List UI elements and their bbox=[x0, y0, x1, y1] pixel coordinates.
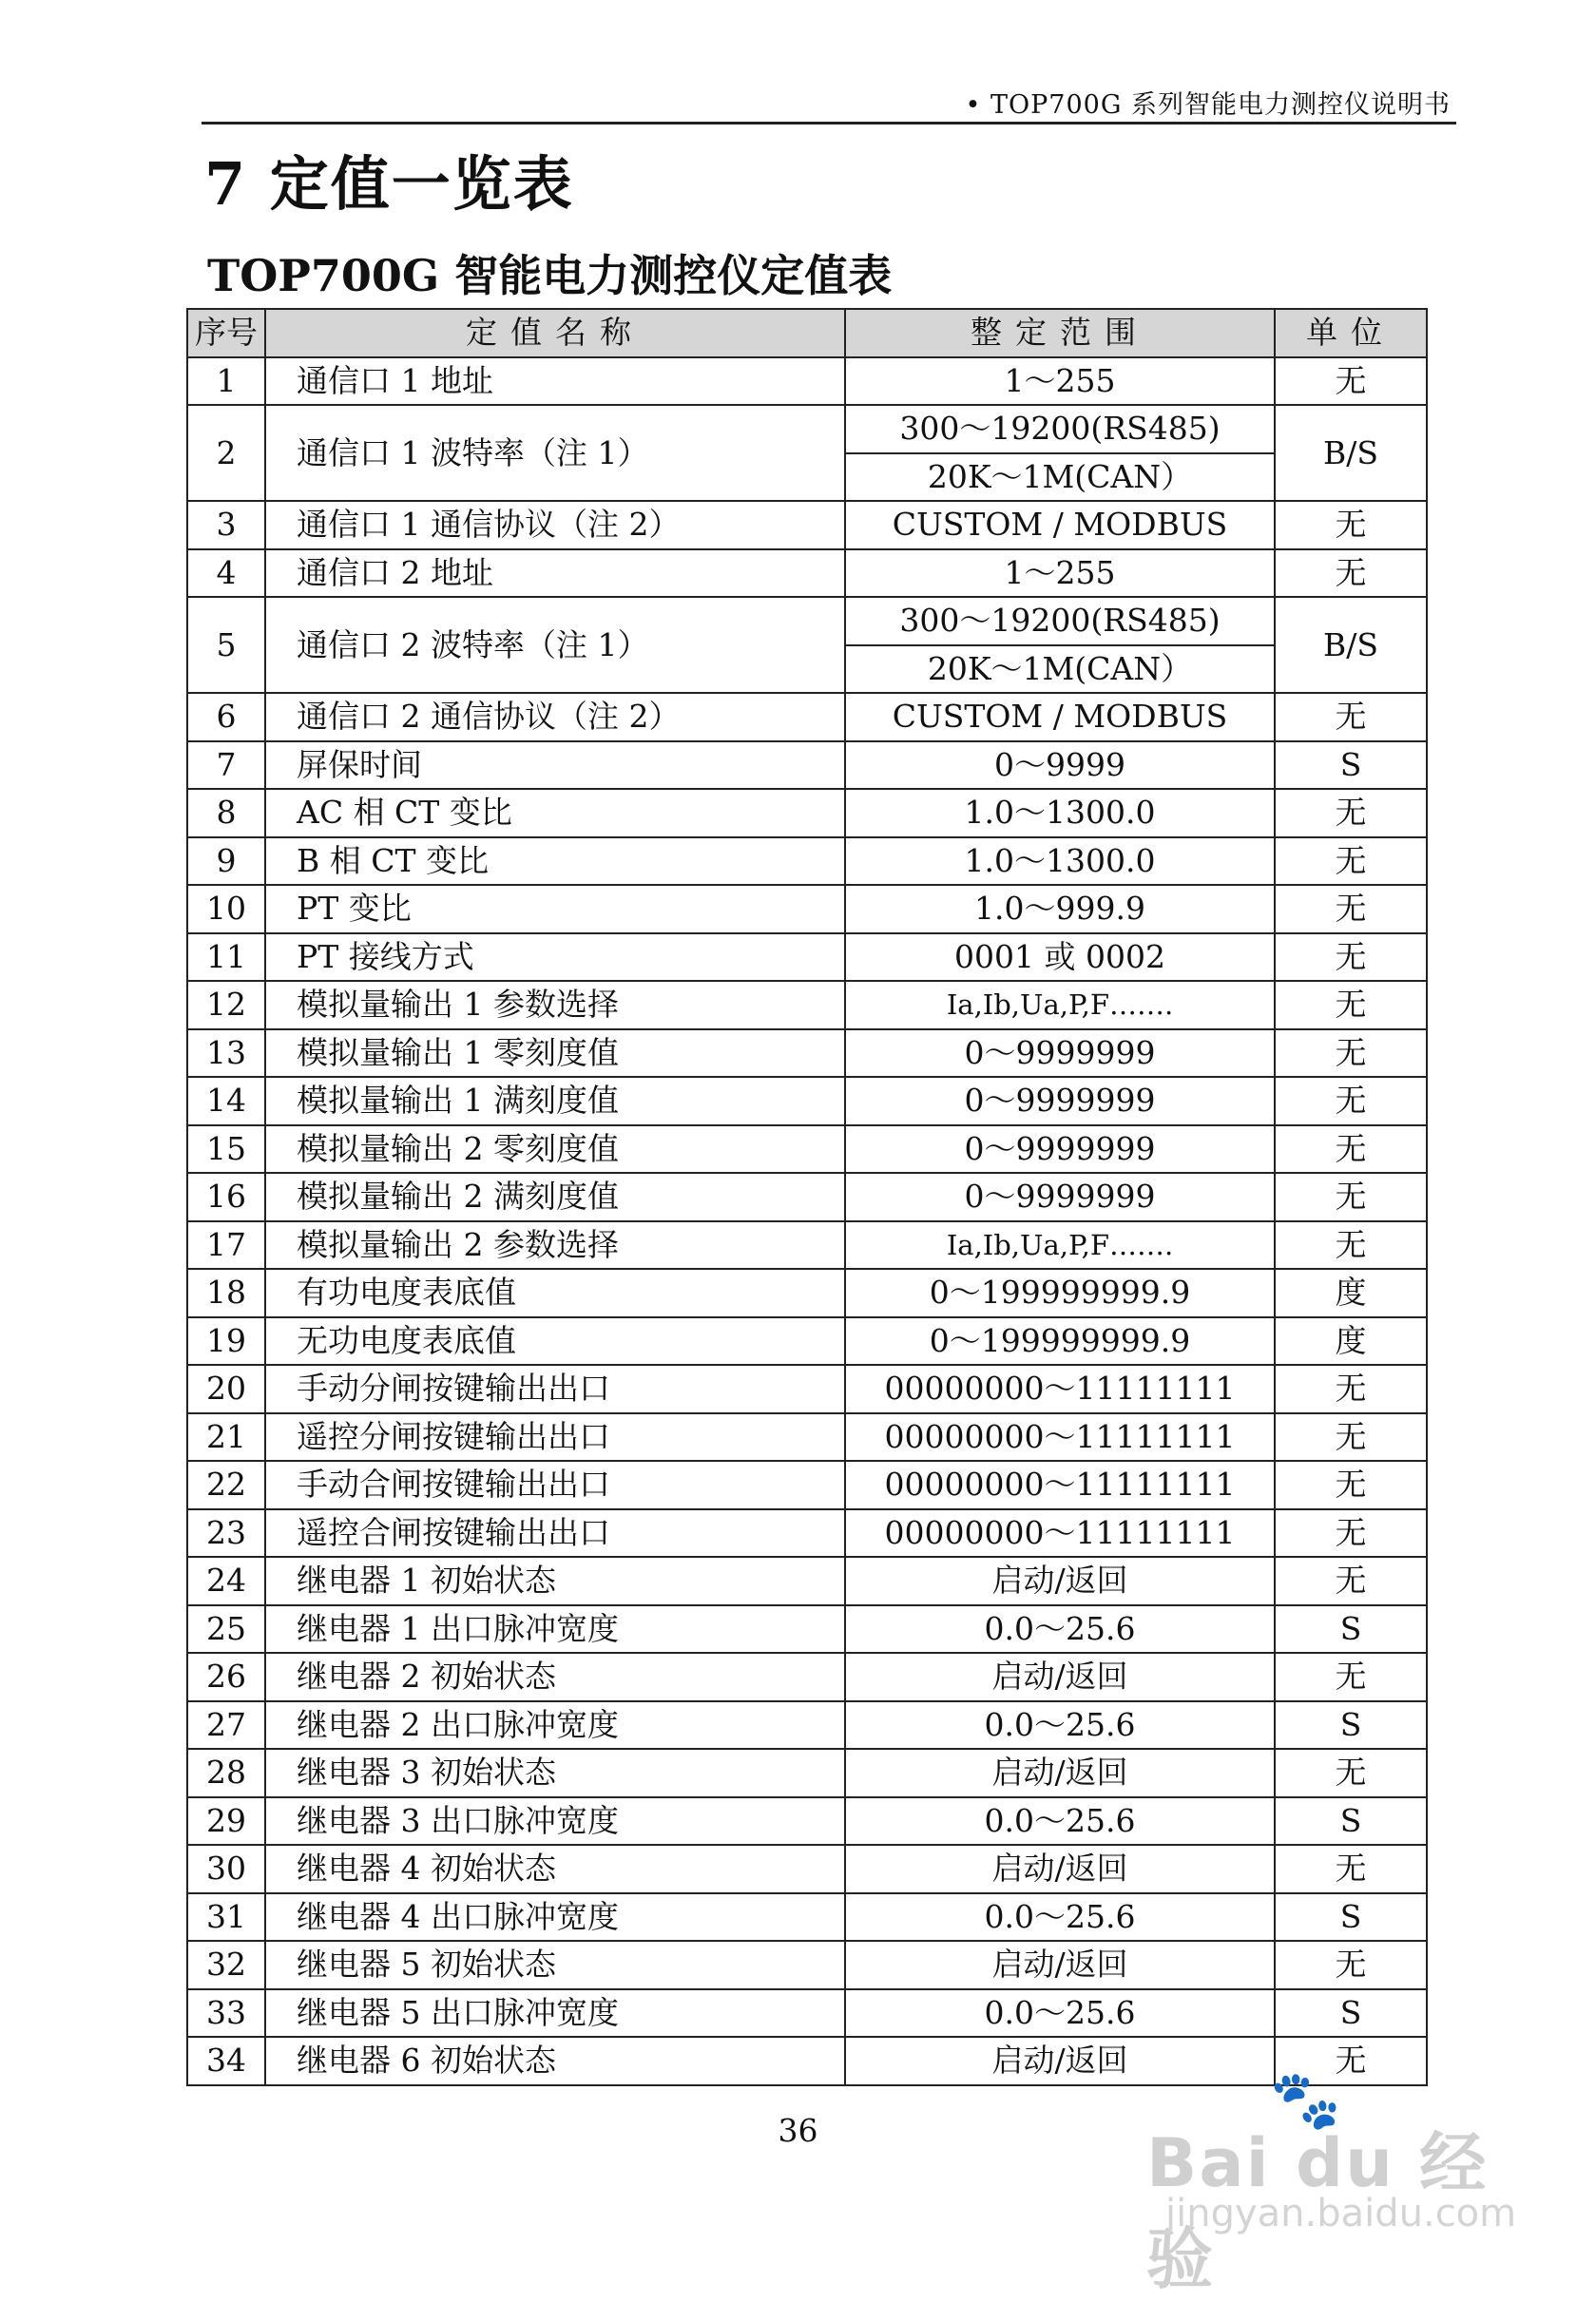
setting-range: 1.0～1300.0 bbox=[845, 837, 1275, 886]
setting-unit: 无 bbox=[1275, 1125, 1427, 1174]
watermark-logo: Bai du 经验 bbox=[1146, 2124, 1489, 2298]
setting-range: 0～199999999.9 bbox=[845, 1269, 1275, 1317]
setting-name: 继电器 1 出口脉冲宽度 bbox=[265, 1605, 845, 1654]
setting-range: CUSTOM / MODBUS bbox=[845, 501, 1275, 549]
row-number: 6 bbox=[187, 693, 265, 741]
row-number: 2 bbox=[187, 405, 265, 501]
setting-range: 0～199999999.9 bbox=[845, 1317, 1275, 1366]
setting-name: 继电器 4 出口脉冲宽度 bbox=[265, 1893, 845, 1942]
table-row bbox=[187, 741, 1427, 790]
setting-name: 遥控分闸按键输出出口 bbox=[265, 1413, 845, 1462]
setting-range: 20K～1M(CAN） bbox=[845, 645, 1275, 694]
setting-unit: 无 bbox=[1275, 981, 1427, 1029]
setting-name: PT 接线方式 bbox=[265, 933, 845, 982]
setting-name: 继电器 4 初始状态 bbox=[265, 1845, 845, 1893]
table-row bbox=[187, 1893, 1427, 1942]
setting-name: 继电器 2 初始状态 bbox=[265, 1653, 845, 1701]
row-number: 16 bbox=[187, 1173, 265, 1221]
setting-range: 1.0～999.9 bbox=[845, 885, 1275, 933]
setting-unit: 无 bbox=[1275, 1845, 1427, 1893]
table-header-row bbox=[187, 309, 1427, 357]
setting-range: 0.0～25.6 bbox=[845, 1989, 1275, 2038]
row-number: 18 bbox=[187, 1269, 265, 1317]
column-header-range: 整定范围 bbox=[845, 309, 1275, 357]
setting-range: 启动/返回 bbox=[845, 1941, 1275, 1989]
setting-range: 0.0～25.6 bbox=[845, 1893, 1275, 1942]
table-row bbox=[187, 1509, 1427, 1558]
table-row bbox=[187, 405, 1427, 453]
setting-range: 0001 或 0002 bbox=[845, 933, 1275, 982]
setting-range: 启动/返回 bbox=[845, 1749, 1275, 1797]
row-number: 30 bbox=[187, 1845, 265, 1893]
setting-unit: 度 bbox=[1275, 1317, 1427, 1366]
setting-name: 无功电度表底值 bbox=[265, 1317, 845, 1366]
setting-name: 通信口 2 通信协议（注 2） bbox=[265, 693, 845, 741]
setting-range: 20K～1M(CAN） bbox=[845, 453, 1275, 502]
baidu-watermark bbox=[1127, 2067, 1527, 2298]
table-body bbox=[187, 357, 1427, 2085]
row-number: 14 bbox=[187, 1077, 265, 1125]
setting-unit: 无 bbox=[1275, 885, 1427, 933]
row-number: 24 bbox=[187, 1557, 265, 1605]
setting-range: 0～9999999 bbox=[845, 1029, 1275, 1078]
setting-range: 0～9999999 bbox=[845, 1077, 1275, 1125]
setting-name: 通信口 1 波特率（注 1） bbox=[265, 405, 845, 501]
row-number: 17 bbox=[187, 1221, 265, 1270]
setting-range: 00000000～11111111 bbox=[845, 1509, 1275, 1558]
setting-name: B 相 CT 变比 bbox=[265, 837, 845, 886]
setting-name: 模拟量输出 1 参数选择 bbox=[265, 981, 845, 1029]
setting-unit: S bbox=[1275, 1605, 1427, 1654]
table-row bbox=[187, 1989, 1427, 2038]
paw-icon: 🐾 bbox=[1270, 2067, 1341, 2134]
setting-unit: B/S bbox=[1275, 597, 1427, 693]
setting-unit: 无 bbox=[1275, 1221, 1427, 1270]
row-number: 13 bbox=[187, 1029, 265, 1078]
table-row bbox=[187, 597, 1427, 645]
setting-name: 屏保时间 bbox=[265, 741, 845, 790]
table-row bbox=[187, 981, 1427, 1029]
table-row bbox=[187, 789, 1427, 837]
row-number: 9 bbox=[187, 837, 265, 886]
table-row bbox=[187, 1749, 1427, 1797]
table-row bbox=[187, 1701, 1427, 1750]
row-number: 12 bbox=[187, 981, 265, 1029]
setting-unit: 无 bbox=[1275, 549, 1427, 598]
table-row bbox=[187, 1797, 1427, 1846]
setting-name: 继电器 3 出口脉冲宽度 bbox=[265, 1797, 845, 1846]
row-number: 7 bbox=[187, 741, 265, 790]
setting-unit: S bbox=[1275, 1989, 1427, 2038]
running-header-title: • TOP700G 系列智能电力测控仪说明书 bbox=[965, 90, 1451, 120]
setting-range: 0.0～25.6 bbox=[845, 1701, 1275, 1750]
setting-range: 1～255 bbox=[845, 357, 1275, 406]
setting-unit: 无 bbox=[1275, 1509, 1427, 1558]
setting-range: 启动/返回 bbox=[845, 1653, 1275, 1701]
table-row bbox=[187, 549, 1427, 598]
setting-name: 通信口 2 波特率（注 1） bbox=[265, 597, 845, 693]
setting-name: 继电器 6 初始状态 bbox=[265, 2037, 845, 2085]
setting-range: 1.0～1300.0 bbox=[845, 789, 1275, 837]
setting-unit: 无 bbox=[1275, 501, 1427, 549]
page-number: 36 bbox=[778, 2112, 818, 2149]
table-row bbox=[187, 1365, 1427, 1413]
row-number: 20 bbox=[187, 1365, 265, 1413]
row-number: 3 bbox=[187, 501, 265, 549]
running-header bbox=[202, 80, 1456, 125]
setting-unit: S bbox=[1275, 1893, 1427, 1942]
setting-range: 启动/返回 bbox=[845, 1845, 1275, 1893]
setting-unit: 无 bbox=[1275, 1365, 1427, 1413]
setting-unit: 无 bbox=[1275, 357, 1427, 406]
table-row bbox=[187, 1125, 1427, 1174]
setting-unit: 无 bbox=[1275, 1461, 1427, 1509]
setting-range: 0～9999999 bbox=[845, 1173, 1275, 1221]
table-row bbox=[187, 1653, 1427, 1701]
row-number: 21 bbox=[187, 1413, 265, 1462]
table-row bbox=[187, 501, 1427, 549]
table-row bbox=[187, 933, 1427, 982]
row-number: 4 bbox=[187, 549, 265, 598]
setting-unit: 无 bbox=[1275, 1941, 1427, 1989]
setting-unit: 无 bbox=[1275, 933, 1427, 982]
setting-unit: 度 bbox=[1275, 1269, 1427, 1317]
setting-unit: 无 bbox=[1275, 837, 1427, 886]
setting-unit: 无 bbox=[1275, 1653, 1427, 1701]
setting-unit: 无 bbox=[1275, 1557, 1427, 1605]
row-number: 23 bbox=[187, 1509, 265, 1558]
setting-range: 00000000～11111111 bbox=[845, 1461, 1275, 1509]
column-header-no: 序号 bbox=[187, 309, 265, 357]
table-row bbox=[187, 1269, 1427, 1317]
table-row bbox=[187, 1413, 1427, 1462]
setting-range: 0～9999 bbox=[845, 741, 1275, 790]
setting-name: 继电器 5 出口脉冲宽度 bbox=[265, 1989, 845, 2038]
setting-range: 0.0～25.6 bbox=[845, 1605, 1275, 1654]
setting-range: 00000000～11111111 bbox=[845, 1365, 1275, 1413]
setting-unit: 无 bbox=[1275, 1749, 1427, 1797]
table-row bbox=[187, 837, 1427, 886]
setting-name: 继电器 2 出口脉冲宽度 bbox=[265, 1701, 845, 1750]
watermark-url: jingyan.baidu.com bbox=[1165, 2192, 1517, 2235]
setting-unit: 无 bbox=[1275, 789, 1427, 837]
setting-range: CUSTOM / MODBUS bbox=[845, 693, 1275, 741]
setting-name: 模拟量输出 1 满刻度值 bbox=[265, 1077, 845, 1125]
setting-unit: 无 bbox=[1275, 1413, 1427, 1462]
row-number: 5 bbox=[187, 597, 265, 693]
row-number: 27 bbox=[187, 1701, 265, 1750]
setting-name: 通信口 1 通信协议（注 2） bbox=[265, 501, 845, 549]
row-number: 26 bbox=[187, 1653, 265, 1701]
setting-name: PT 变比 bbox=[265, 885, 845, 933]
setting-range: 0.0～25.6 bbox=[845, 1797, 1275, 1846]
settings-table bbox=[186, 308, 1428, 2086]
setting-range: 1～255 bbox=[845, 549, 1275, 598]
setting-unit: S bbox=[1275, 741, 1427, 790]
table-title: TOP700G 智能电力测控仪定值表 bbox=[207, 250, 893, 301]
row-number: 10 bbox=[187, 885, 265, 933]
table-row bbox=[187, 1029, 1427, 1078]
setting-range: 启动/返回 bbox=[845, 1557, 1275, 1605]
row-number: 8 bbox=[187, 789, 265, 837]
table-row bbox=[187, 1941, 1427, 1989]
setting-name: 有功电度表底值 bbox=[265, 1269, 845, 1317]
setting-name: 手动合闸按键输出出口 bbox=[265, 1461, 845, 1509]
setting-unit: 无 bbox=[1275, 2037, 1427, 2085]
setting-range: 300～19200(RS485) bbox=[845, 405, 1275, 453]
table-row bbox=[187, 1461, 1427, 1509]
table-row bbox=[187, 1077, 1427, 1125]
row-number: 32 bbox=[187, 1941, 265, 1989]
row-number: 29 bbox=[187, 1797, 265, 1846]
setting-unit: 无 bbox=[1275, 1077, 1427, 1125]
setting-range: 启动/返回 bbox=[845, 2037, 1275, 2085]
setting-name: 继电器 1 初始状态 bbox=[265, 1557, 845, 1605]
row-number: 22 bbox=[187, 1461, 265, 1509]
table-row bbox=[187, 1605, 1427, 1654]
row-number: 28 bbox=[187, 1749, 265, 1797]
setting-range: 00000000～11111111 bbox=[845, 1413, 1275, 1462]
setting-name: 手动分闸按键输出出口 bbox=[265, 1365, 845, 1413]
table-row bbox=[187, 1557, 1427, 1605]
setting-range: 0～9999999 bbox=[845, 1125, 1275, 1174]
setting-name: 模拟量输出 2 参数选择 bbox=[265, 1221, 845, 1270]
setting-name: 模拟量输出 2 零刻度值 bbox=[265, 1125, 845, 1174]
column-header-unit: 单位 bbox=[1275, 309, 1427, 357]
setting-name: 模拟量输出 2 满刻度值 bbox=[265, 1173, 845, 1221]
row-number: 34 bbox=[187, 2037, 265, 2085]
setting-name: 遥控合闸按键输出出口 bbox=[265, 1509, 845, 1558]
row-number: 1 bbox=[187, 357, 265, 406]
setting-unit: 无 bbox=[1275, 1173, 1427, 1221]
setting-name: AC 相 CT 变比 bbox=[265, 789, 845, 837]
setting-unit: S bbox=[1275, 1701, 1427, 1750]
setting-name: 通信口 1 地址 bbox=[265, 357, 845, 406]
table-row bbox=[187, 1173, 1427, 1221]
setting-unit: 无 bbox=[1275, 1029, 1427, 1078]
setting-name: 继电器 3 初始状态 bbox=[265, 1749, 845, 1797]
column-header-name: 定值名称 bbox=[265, 309, 845, 357]
table-row bbox=[187, 885, 1427, 933]
setting-unit: S bbox=[1275, 1797, 1427, 1846]
setting-unit: 无 bbox=[1275, 693, 1427, 741]
setting-name: 模拟量输出 1 零刻度值 bbox=[265, 1029, 845, 1078]
row-number: 19 bbox=[187, 1317, 265, 1366]
row-number: 25 bbox=[187, 1605, 265, 1654]
setting-range: Ia,Ib,Ua,P,F……. bbox=[845, 1221, 1275, 1270]
row-number: 15 bbox=[187, 1125, 265, 1174]
table-row bbox=[187, 693, 1427, 741]
setting-range: 300～19200(RS485) bbox=[845, 597, 1275, 645]
row-number: 33 bbox=[187, 1989, 265, 2038]
row-number: 11 bbox=[187, 933, 265, 982]
table-row bbox=[187, 1317, 1427, 1366]
chapter-title: 7 定值一览表 bbox=[204, 149, 574, 219]
table-row bbox=[187, 357, 1427, 406]
setting-name: 通信口 2 地址 bbox=[265, 549, 845, 598]
setting-range: Ia,Ib,Ua,P,F……. bbox=[845, 981, 1275, 1029]
setting-unit: B/S bbox=[1275, 405, 1427, 501]
table-row bbox=[187, 1221, 1427, 1270]
setting-name: 继电器 5 初始状态 bbox=[265, 1941, 845, 1989]
row-number: 31 bbox=[187, 1893, 265, 1942]
table-row bbox=[187, 1845, 1427, 1893]
